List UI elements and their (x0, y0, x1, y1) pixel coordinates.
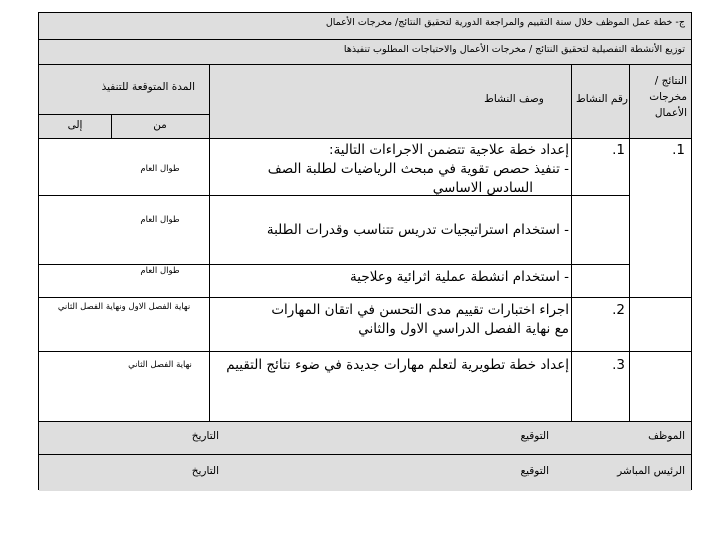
duration-from: طوال العام (140, 266, 180, 276)
form-title: ج- خطة عمل الموظف خلال سنة التقييم والمراجعة الدورية لتحقيق النتائج/ مخرجات الأعمال (325, 17, 685, 28)
activity-number: 2. (612, 302, 625, 318)
header-results: النتائج / مخرجات الأعمال (649, 75, 687, 119)
duration-subheader-rule (39, 114, 209, 115)
activity-description: اجراء اختبارات تقييم مدى التحسن في اتقان المهارات مع نهاية الفصل الدراسي الاول والثاني (271, 302, 569, 337)
row-rule (39, 421, 691, 422)
result-number: 1. (672, 142, 685, 158)
activity-description: إعداد خطة تطويرية لتعلم مهارات جديدة في ضوء نتائج التقييم (226, 357, 569, 373)
activity-number: 3. (612, 357, 625, 373)
row-rule (39, 351, 691, 352)
col-line (209, 65, 210, 421)
duration-from: نهاية الفصل الاول ونهاية الفصل الثاني (57, 302, 191, 312)
footer-row-employee (39, 421, 691, 455)
footer-employee-label: الموظف (648, 430, 685, 442)
footer-date-label: التاريخ (191, 430, 219, 442)
header-activity-no: رقم النشاط (576, 93, 628, 105)
duration-from: نهاية الفصل الثاني (128, 360, 192, 370)
header-from: من (153, 119, 167, 131)
activity-description: - استخدام انشطة عملية اثرائية وعلاجية (350, 269, 569, 285)
work-plan-form: ج- خطة عمل الموظف خلال سنة التقييم والمراجعة الدورية لتحقيق النتائج/ مخرجات الأعمال توزيع الأنشطة التفصيلية لتحقيق النتائج / مخرجات الأعمال والاحتياجات المطلوب تنفيذها النتائج / مخرجات الأعمال رقم النشاط وصف النشاط المدة المتوقعة للتنفيذ من إلى 1. 1. إعداد خطة علاجية تتضمن الاجراءات التالية: - تنفيذ حصص تقوية في مبحث الرياضيات لطلبة الصف السادس الاساسي طوال العام - استخدام استراتيجيات تدريس تتناسب وقدرات الطلبة طوال العام - استخدام انشطة عملية اثرائية وعلاجية طوال العام 2. اجراء اختبارات تقييم مدى التحسن في اتقان المهارات مع نهاية الفصل الدراسي الاول والثاني نهاية الفصل الاول ونهاية الفصل الثاني 3. إعداد خطة تطويرية لتعلم مهارات جديدة في ضوء نتائج التقييم نهاية الفصل الثاني الموظف التوقيع التاريخ الرئيس المباشر التوقيع التاريخ (38, 12, 692, 490)
footer-row-supervisor (39, 455, 691, 491)
footer-signature-label: التوقيع (520, 430, 549, 442)
col-line (629, 65, 630, 421)
col-line (111, 114, 112, 139)
form-subtitle: توزيع الأنشطة التفصيلية لتحقيق النتائج / مخرجات الأعمال والاحتياجات المطلوب تنفيذها (343, 44, 685, 55)
footer-signature-label: التوقيع (520, 465, 549, 477)
activity-description: - استخدام استراتيجيات تدريس تتناسب وقدرات الطلبة (266, 222, 569, 238)
footer-supervisor-label: الرئيس المباشر (617, 465, 685, 477)
activity-number: 1. (612, 142, 625, 158)
duration-from: طوال العام (140, 215, 180, 225)
col-line (571, 65, 572, 421)
subtitle-band (39, 40, 691, 65)
duration-from: طوال العام (140, 164, 180, 174)
footer-date-label: التاريخ (191, 465, 219, 477)
title-band (39, 13, 691, 40)
header-activity-desc: وصف النشاط (484, 93, 544, 105)
header-to: إلى (67, 119, 83, 131)
row-rule (39, 297, 691, 298)
activity-description: إعداد خطة علاجية تتضمن الاجراءات التالية: - تنفيذ حصص تقوية في مبحث الرياضيات لطلبة الصف السادس الاساسي (267, 142, 569, 196)
